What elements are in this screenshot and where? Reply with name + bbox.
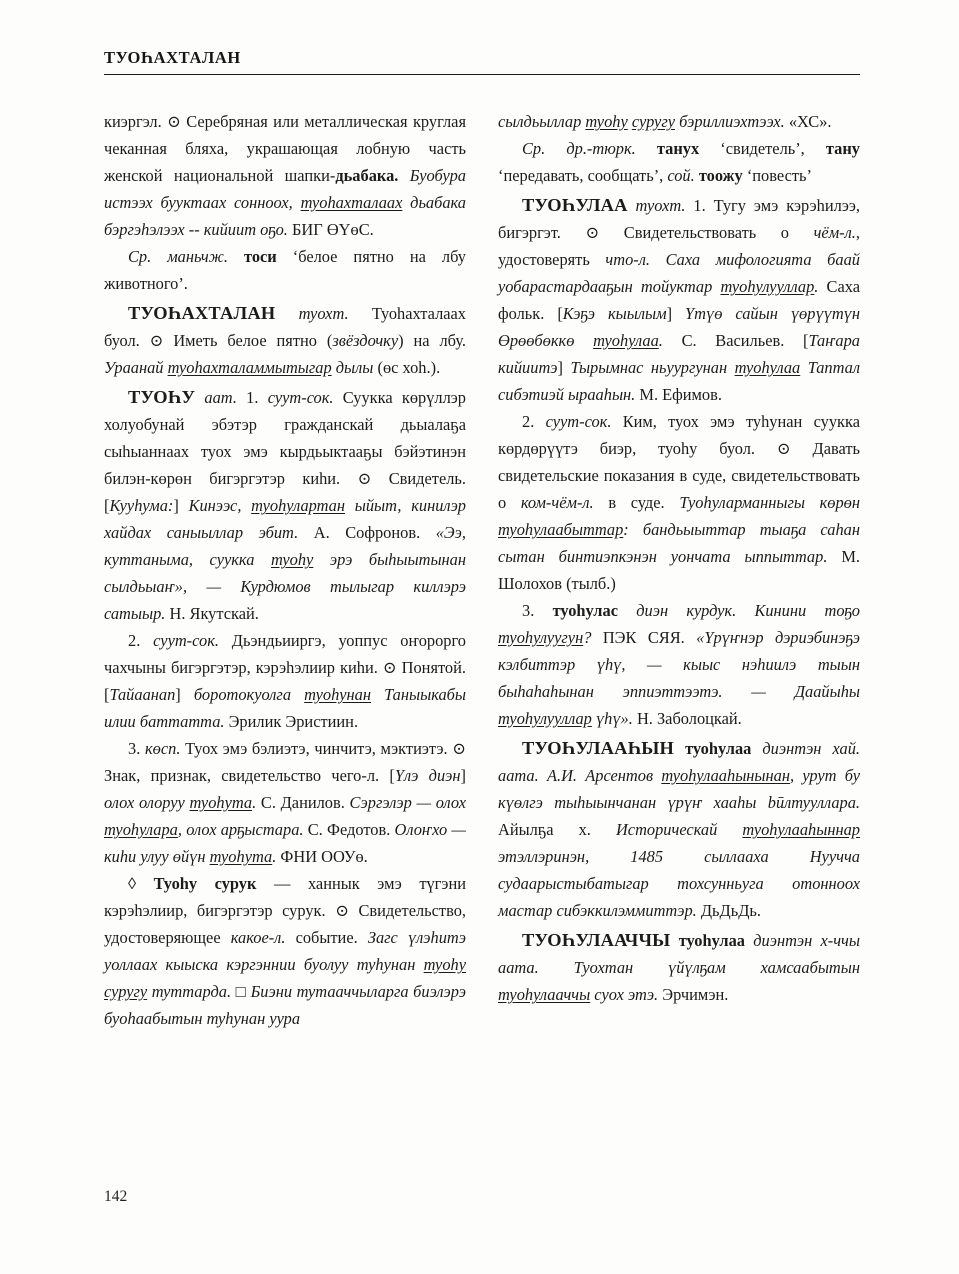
example-text: Таҥара кийиитэ <box>498 331 860 378</box>
example-text: диэнтэн хай. аата. <box>498 738 860 786</box>
example-text: суут-сок. <box>545 412 612 432</box>
cited-form: туоһулааччы <box>498 985 591 1005</box>
body-text <box>636 139 657 158</box>
example-text: Историческай <box>615 820 743 840</box>
example-text: туохт. <box>298 303 349 323</box>
cited-form: туоһулууллар <box>498 708 592 728</box>
example-text: Сэргэлэр — олох <box>349 793 466 813</box>
bold-term: дьабака. <box>335 165 399 185</box>
example-text: Кэҕэ кыылым <box>562 304 667 324</box>
body-text: Иметь белое пятно ( <box>163 331 333 351</box>
body-text: ] <box>460 766 466 786</box>
example-text: Биэни тутааччыларга биэлэрэ буоһаабытын туһунан уура <box>104 982 466 1029</box>
cited-form: туоһулаа <box>734 358 801 378</box>
example-text: көсп. <box>144 739 181 759</box>
sense-marker-icon: ◊ <box>128 874 137 894</box>
example-text: Таныыкабы илии баттатта. <box>104 685 466 732</box>
cited-form: туоһулааһыннар <box>742 820 861 840</box>
body-text: 1. <box>236 388 268 408</box>
body-text: ) на лбу. <box>398 331 466 351</box>
cited-form: туоһунан <box>304 685 371 705</box>
cited-form: туоһу суругу <box>104 955 466 1002</box>
sense-marker-icon: ⊙ <box>167 112 181 131</box>
column-right <box>498 109 860 1009</box>
body-text: М. Ефимов. <box>635 385 722 405</box>
body-text: Свидетельство, удостоверяющее <box>104 901 466 948</box>
body-text: Серебряная или металлическая круглая чеканная бляха, украшающая лобную часть женской национальной шапки- <box>104 112 466 185</box>
body-text: Н. Якутскай. <box>165 604 259 624</box>
cited-form: туоһулара <box>104 820 178 840</box>
body-text <box>228 247 244 266</box>
example-text: «Ээ, куттаныма, суукка <box>104 523 466 570</box>
example-text: Ураанай <box>104 358 168 378</box>
body-text <box>398 166 409 185</box>
body-text: Туоһахталаах буол. <box>104 303 466 351</box>
sense-marker-icon: ⊙ <box>149 331 164 351</box>
cited-form: туоһута <box>209 847 273 867</box>
body-text: — ханнык эмэ түгэни кэрэһэлиир, бигэргэтэр сурук. <box>104 874 466 921</box>
body-text: событие. <box>285 928 368 948</box>
cited-form: туоһахталаах <box>300 192 403 212</box>
cited-form: туоһулаа <box>593 331 659 351</box>
example-text: аат. <box>204 388 237 408</box>
example-text: Тырымнас ньуургунан <box>570 358 735 378</box>
sense-marker-icon: ⊙ <box>357 469 372 489</box>
example-text: диэнтэн х-ччы аата. <box>498 931 860 978</box>
dict-block-sense <box>104 736 466 871</box>
body-text: Свидетель. [ <box>104 469 466 516</box>
example-text: . <box>814 277 819 297</box>
body-text: БИГ ӨҮөС. <box>287 219 374 239</box>
dict-block-continuation <box>498 109 860 136</box>
bold-term: туоһулас <box>552 601 618 620</box>
body-text: ‘повесть’ <box>742 165 812 185</box>
example-text: Туоһуларманныгы көрөн <box>679 493 861 513</box>
running-head: ТУОҺАХТАЛАН <box>104 48 241 67</box>
bold-term: тану <box>825 138 860 158</box>
example-text: Ср. маньчж. <box>128 246 228 266</box>
example-text: сой. <box>667 165 695 185</box>
body-text: ] <box>557 358 571 378</box>
body-text <box>670 931 678 950</box>
body-text: Эрчимэн. <box>658 985 729 1005</box>
cited-form: туоһу <box>585 112 628 131</box>
example-text: Буобура истээх бууктаах сонноох, <box>104 165 466 212</box>
example-text: ыйыт, кинилэр хайдах саныыллар эбит. <box>104 496 466 543</box>
cited-form: туоһулаабыттар <box>498 520 624 540</box>
example-text: . <box>658 331 663 351</box>
body-text: ] <box>173 496 189 516</box>
example-text: суут-сок. <box>267 388 334 408</box>
body-text: Суукка көрүллэр холуобунай эбэтэр гражданскай дьыалаҕа сыһыаннаах туох эмэ кырдьыктааҕы бэйэтинэн билэн-көрөн бигэргэтэр киһи. <box>104 388 466 489</box>
body-text: ФНИ ООУө. <box>276 847 368 867</box>
headword: ТУОҺУЛААЧЧЫ <box>522 930 671 951</box>
body-text: М. Шолохов (тылб.) <box>498 547 860 594</box>
body-text: С. Федотов. <box>303 820 395 840</box>
body-text: ] <box>666 304 686 324</box>
bold-term: тоожу <box>698 165 743 185</box>
sense-marker-icon: □ <box>235 982 247 1002</box>
body-text: 2. <box>522 412 546 432</box>
dict-block-sense <box>498 598 860 733</box>
header-rule <box>104 74 860 75</box>
example-text: суут-сок. <box>153 631 219 651</box>
dict-block-cross-reference <box>104 244 466 298</box>
example-text: туттарда. <box>147 982 232 1002</box>
dict-block-entry <box>498 733 860 925</box>
headword: ТУОҺУЛААҺЫН <box>522 737 675 758</box>
example-text: сылдьыллар <box>498 112 586 131</box>
body-text <box>674 739 685 758</box>
example-text: «Үрүҥнэр дэриэбинэҕэ кэлбиттэр үһү, — кыыс нэһиилэ тыын быһаһаһынан эппиэттээтэ. — Даайыһы <box>498 627 861 701</box>
headword: ТУОҺАХТАЛАН <box>128 302 276 323</box>
headword: ТУОҺУЛАА <box>522 194 628 215</box>
sense-marker-icon: ⊙ <box>335 901 349 921</box>
body-text <box>539 958 574 977</box>
body-text: (өс хоһ.). <box>373 358 441 378</box>
body-text: Айылҕа х. <box>498 820 616 840</box>
body-text: Свидетельствовать о <box>599 223 814 243</box>
dict-block-entry <box>104 382 466 628</box>
body-text <box>628 196 636 215</box>
example-text: дылы <box>331 358 374 378</box>
dict-block-sense <box>498 409 860 598</box>
bold-term: Туоһу сурук <box>153 874 257 894</box>
example-text: Тайаанап <box>109 685 176 705</box>
cited-form: туоһахталаммытыгар <box>167 358 332 378</box>
body-text: 3. <box>128 739 145 759</box>
body-text: 3. <box>522 601 553 620</box>
example-text: ком-чём-л. <box>520 493 594 513</box>
page-content <box>104 48 860 1033</box>
example-text: боротокуолга <box>193 685 305 705</box>
body-text <box>136 874 154 893</box>
body-text: ПЭК СЯЯ. <box>591 627 697 647</box>
two-column-body <box>104 109 860 1033</box>
body-text: 1. Тугу эмэ кэрэһилээ, бигэргэт. <box>498 195 860 243</box>
dict-block-entry <box>104 298 466 382</box>
example-text: . <box>272 847 277 867</box>
example-text: , олох арҕыстара. <box>177 820 304 840</box>
example-text: Кууһума: <box>109 496 174 516</box>
body-text: Туох эмэ бэлиэтэ, чинчитэ, мэктиэтэ. <box>180 739 453 759</box>
body-text <box>618 601 636 620</box>
cited-form: туоһулартан <box>251 496 345 516</box>
body-text <box>650 250 666 269</box>
page-number: 142 <box>104 1188 128 1205</box>
cited-form: туоһулааһынынан <box>661 766 790 786</box>
body-text: ] <box>175 685 194 705</box>
cited-form: суругу <box>631 112 675 131</box>
example-text: ? <box>583 627 592 647</box>
cited-form: туоһулуугун <box>498 627 584 647</box>
example-text: чём-л. <box>813 223 856 243</box>
dict-block-cross-reference <box>498 136 860 190</box>
example-text: үһү». <box>591 708 633 728</box>
body-text <box>751 739 762 758</box>
sense-marker-icon: ⊙ <box>776 439 791 459</box>
headword: ТУОҺУ <box>128 387 196 408</box>
example-text: Таптал сибэтиэй ырааһын. <box>498 358 860 405</box>
body-text: 2. <box>128 631 154 651</box>
example-text: Кинээс, <box>188 496 252 516</box>
body-text: Дьэндьииргэ, уоппус оҥорорго чахчыны бигэргэтэр, кэрэһэлиир киһи. <box>104 631 467 678</box>
example-text: Олоҥхо — киһи улуу өйүн <box>104 820 466 867</box>
body-text: киэргэл. <box>104 112 168 131</box>
example-text: звёздочку <box>332 331 399 351</box>
example-text: дьабака бэргэһэлээх -- кийиит оҕо. <box>104 192 466 239</box>
bold-term: туоһулаа <box>678 931 745 951</box>
dict-block-entry <box>498 190 860 409</box>
bold-term: тоси <box>244 246 277 266</box>
example-text: Загс үлэһитэ уоллаах кыыска кэргэннии буолуу туһунан <box>104 928 466 975</box>
example-text: какое-л. <box>230 928 286 948</box>
body-text: ‘белое пятно на лбу животного’. <box>104 246 466 293</box>
body-text: Давать свидетельские показания в суде, свидетельствовать о <box>498 439 860 513</box>
dict-block-sense <box>104 628 466 736</box>
body-text: ‘свидетель’, <box>699 138 826 158</box>
example-text: что-л. <box>605 250 650 270</box>
example-text: суох этэ. <box>590 985 659 1005</box>
cited-form: туоһулууллар <box>720 277 815 297</box>
example-text: туохт. <box>635 195 686 215</box>
bold-term: туоһулаа <box>685 738 752 758</box>
body-text: А. Софронов. <box>298 523 436 543</box>
body-text: Н. Заболоцкай. <box>632 708 742 728</box>
body-text <box>745 931 753 950</box>
example-text: Туохтан үйүлҕам хамсаабытын <box>573 958 860 978</box>
dict-block-continuation <box>104 109 466 244</box>
column-left <box>104 109 466 1033</box>
body-text: «ХС». <box>784 112 832 131</box>
body-text: С. Данилов. <box>256 793 350 813</box>
example-text: : бандьыыттар тыаҕа саһан сытан бинтиэпкэнэн уончата ыппыттар. <box>498 520 860 567</box>
sense-marker-icon: ⊙ <box>382 658 397 678</box>
body-text: в суде. <box>593 493 680 513</box>
body-text: Знак, признак, свидетельство чего-л. [ <box>104 766 395 786</box>
example-text: олох олоруу <box>104 793 190 813</box>
body-text: Эрилик Эристиин. <box>224 712 359 732</box>
example-text: . <box>252 793 257 813</box>
body-text: ДьДьДь. <box>696 901 761 921</box>
sense-marker-icon: ⊙ <box>585 223 600 243</box>
example-text: А.И. Арсентов <box>546 766 662 786</box>
example-text: бэриллиэхтээх. <box>675 112 785 131</box>
example-text: диэн курдук. Кинини тоҕо <box>636 601 860 620</box>
example-text: этэллэринэн, 1485 сыллааха Нуучча судаарыстыбатыгар тохсунньуга отонноох мастар сибэккилэммиттэр. <box>498 847 860 921</box>
example-text: , урут бу күөлгэ тыһыынчанан үрүҥ хааһы būлтууллара. <box>498 766 861 813</box>
body-text <box>275 304 298 323</box>
example-text: Саха мифологията баай уобарастардааҕын тойуктар <box>498 250 860 297</box>
example-text: Үтүө сайын үөрүүтүн Өрөөбөккө <box>498 304 861 351</box>
body-text: Саха фольк. [ <box>498 277 861 324</box>
body-text: Ким, туох эмэ туһунан суукка көрдөрүүтэ биэр, туоһу буол. <box>498 412 860 459</box>
body-text: ‘передавать, сообщать’, <box>498 165 668 185</box>
body-text: Понятой. [ <box>104 658 466 705</box>
body-text: С. Васильев. [ <box>662 331 809 351</box>
example-text: эрэ быһыытынан сылдьыаҥ», — Курдюмов тылыгар киллэрэ сатыыр. <box>104 550 467 624</box>
cited-form: туоһута <box>189 793 253 813</box>
cited-form: туоһу <box>270 550 314 570</box>
bold-term: танух <box>656 138 700 158</box>
sense-marker-icon: ⊙ <box>452 739 466 759</box>
example-text: Ср. др.-тюрк. <box>522 138 636 158</box>
body-text <box>195 388 204 407</box>
example-text: Үлэ диэн <box>394 766 461 786</box>
body-text: , удостоверять <box>498 223 860 270</box>
dict-block-phrase <box>104 871 466 1033</box>
body-text <box>539 766 547 785</box>
dict-block-entry <box>498 925 860 1009</box>
